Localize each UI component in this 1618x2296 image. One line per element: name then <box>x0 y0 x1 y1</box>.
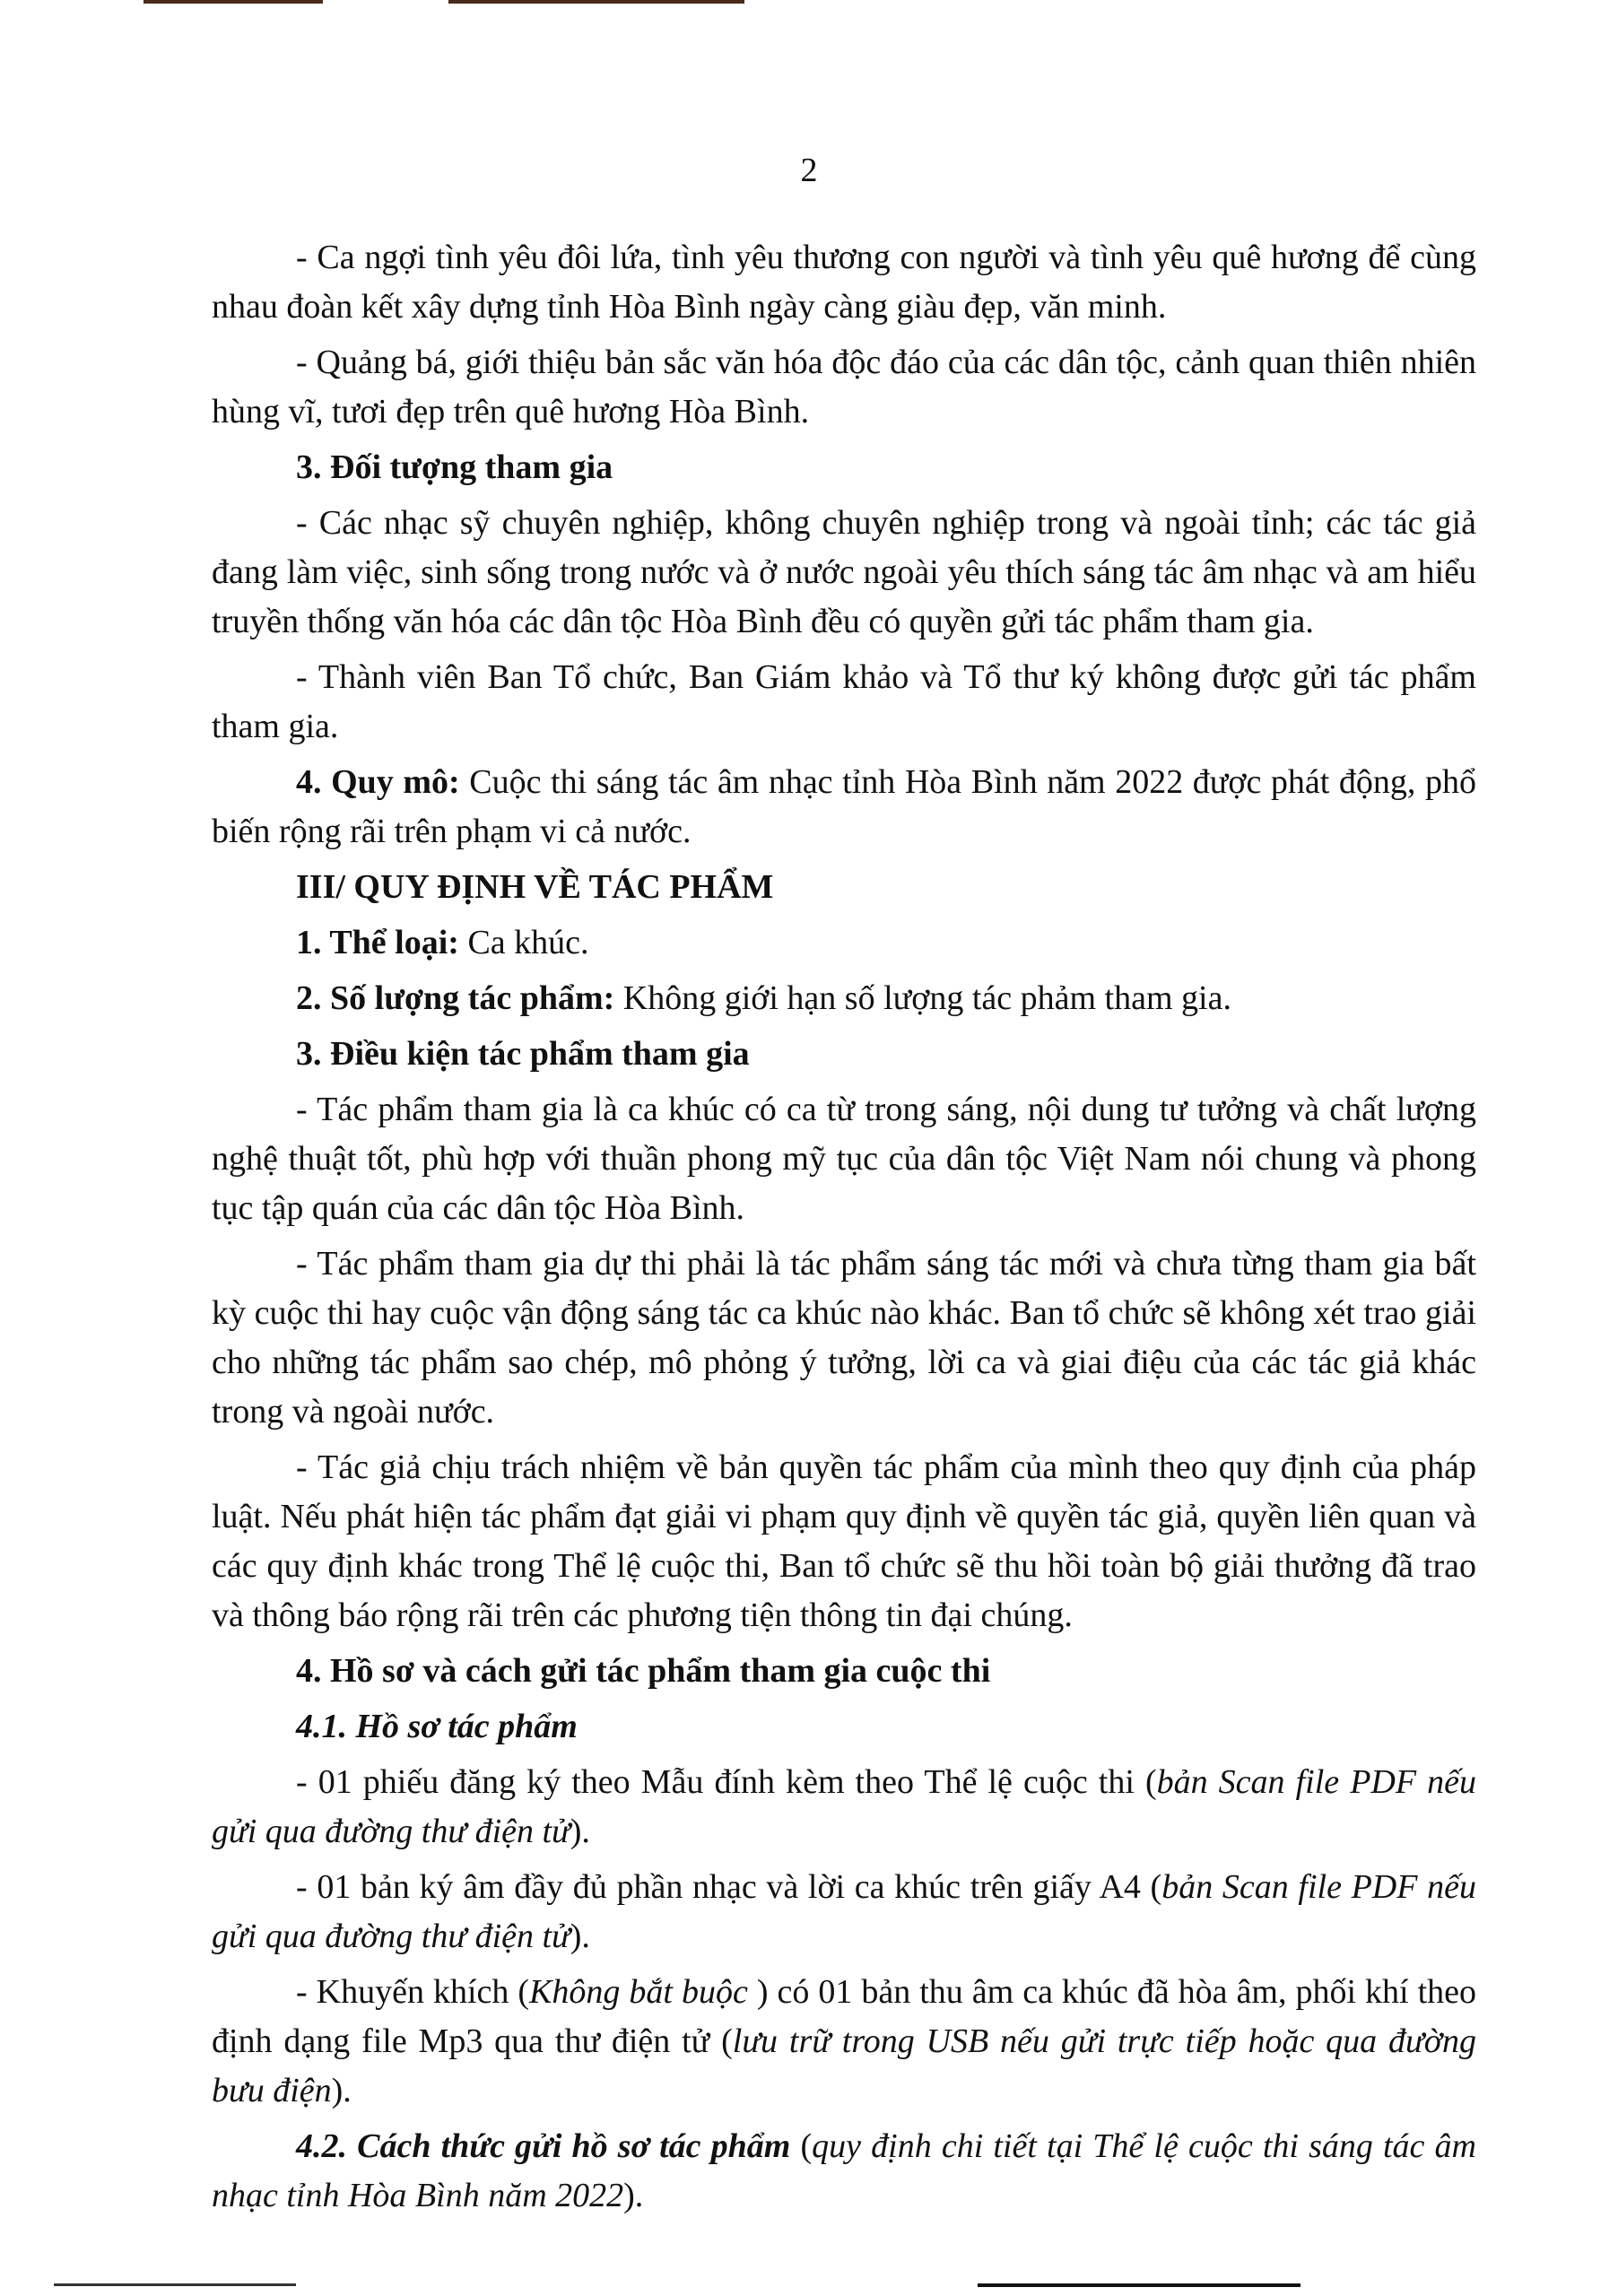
text-the-loai: Ca khúc. <box>458 924 589 961</box>
text-so-luong: Không giới hạn số lượng tác phảm tham gia. <box>614 979 1231 1017</box>
text: ) có 01 bản thu âm ca khúc đã hòa âm, phối khí theo định dạng file Mp3 qua thư điện tử ( <box>212 1973 1476 2060</box>
paragraph: - Tác phẩm tham gia dự thi phải là tác phẩm sáng tác mới và chưa từng tham gia bất kỳ cuộc thi hay cuộc vận động sáng tác ca khúc nào khác. Ban tổ chức sẽ không xét trao giải cho những tác phẩm sao chép, mô phỏng ý tưởng, lời ca và giai điệu của các tác giả khác trong và ngoài nước. <box>212 1245 1476 1431</box>
text: ). <box>570 1813 590 1850</box>
page-number: 2 <box>800 152 818 189</box>
heading-4-1: 4.1. Hồ sơ tác phẩm <box>296 1708 578 1745</box>
text: - 01 bản ký âm đầy đủ phần nhạc và lời ca khúc trên giấy A4 ( <box>296 1868 1162 1906</box>
paragraph: - Thành viên Ban Tổ chức, Ban Giám khảo và Tổ thư ký không được gửi tác phẩm tham gia. <box>212 658 1476 745</box>
text: - 01 phiếu đăng ký theo Mẫu đính kèm theo Thể lệ cuộc thi ( <box>296 1763 1157 1801</box>
document-body <box>212 233 1476 2227</box>
text: ( <box>790 2127 813 2165</box>
label-the-loai: 1. Thể loại: <box>296 924 459 961</box>
scan-edge-mark <box>978 2283 1300 2287</box>
paragraph: - Tác giả chịu trách nhiệm về bản quyền tác phẩm của mình theo quy định của pháp luật. Nếu phát hiện tác phẩm đạt giải vi phạm quy định về quyền tác giả, quyền liên quan và các quy định khác trong Thể lệ cuộc thi, Ban tổ chức sẽ thu hồi toàn bộ giải thưởng đã trao và thông báo rộng rãi trên các phương tiện thông tin đại chúng. <box>212 1448 1476 1634</box>
section-heading-iii: III/ QUY ĐỊNH VỀ TÁC PHẨM <box>296 868 774 906</box>
heading-4-2: 4.2. Cách thức gửi hồ sơ tác phẩm <box>296 2127 791 2165</box>
text: ). <box>331 2072 352 2109</box>
paragraph-ban-ky-am <box>212 1863 1476 1961</box>
text: ). <box>623 2177 644 2214</box>
italic-note: bản Scan file PDF nếu gửi qua đường thư điện tử <box>212 1763 1476 1850</box>
paragraph: - Tác phẩm tham gia là ca khúc có ca từ trong sáng, nội dung tư tưởng và chất lượng nghệ thuật tốt, phù hợp với thuần phong mỹ tục của dân tộc Việt Nam nói chung và phong tục tập quán của các dân tộc Hòa Bình. <box>212 1091 1476 1227</box>
paragraph-quy-mo <box>212 758 1476 857</box>
paragraph: - Ca ngợi tình yêu đôi lứa, tình yêu thương con người và tình yêu quê hương để cùng nhau đoàn kết xây dựng tỉnh Hòa Bình ngày càng giàu đẹp, văn minh. <box>212 239 1476 326</box>
paragraph: - Quảng bá, giới thiệu bản sắc văn hóa độc đáo của các dân tộc, cảnh quan thiên nhiên hùng vĩ, tươi đẹp trên quê hương Hòa Bình. <box>212 344 1476 430</box>
italic-note: lưu trữ trong USB nếu gửi trực tiếp hoặc qua đường bưu điện <box>212 2022 1476 2109</box>
heading-ho-so: 4. Hồ sơ và cách gửi tác phẩm tham gia cuộc thi <box>296 1652 991 1690</box>
heading-doi-tuong: 3. Đối tượng tham gia <box>296 448 613 486</box>
paragraph-khuyen-khich <box>212 1968 1476 2116</box>
paragraph-4-2 <box>212 2122 1476 2221</box>
italic-note: quy định chi tiết tại Thể lệ cuộc thi sáng tác âm nhạc tỉnh Hòa Bình năm 2022 <box>212 2127 1476 2214</box>
heading-dieu-kien: 3. Điều kiện tác phẩm tham gia <box>296 1035 750 1073</box>
paragraph-so-luong <box>212 974 1476 1023</box>
text: ). <box>570 1918 590 1955</box>
label-so-luong: 2. Số lượng tác phẩm: <box>296 979 615 1017</box>
italic-note: Không bắt buộc <box>529 1973 748 2011</box>
paragraph: - Các nhạc sỹ chuyên nghiệp, không chuyên nghiệp trong và ngoài tỉnh; các tác giả đang làm việc, sinh sống trong nước và ở nước ngoài yêu thích sáng tác âm nhạc và am hiểu truyền thống văn hóa các dân tộc Hòa Bình đều có quyền gửi tác phẩm tham gia. <box>212 504 1476 640</box>
text: - Khuyến khích ( <box>296 1973 530 2011</box>
italic-note: bản Scan file PDF nếu gửi qua đường thư điện tử <box>212 1868 1476 1955</box>
label-quy-mo: 4. Quy mô: <box>296 763 460 801</box>
paragraph-phieu-dang-ky <box>212 1758 1476 1857</box>
scan-edge-mark <box>144 0 323 4</box>
text-quy-mo: Cuộc thi sáng tác âm nhạc tỉnh Hòa Bình năm 2022 được phát động, phổ biến rộng rãi trên phạm vi cả nước. <box>212 763 1476 850</box>
scan-edge-mark <box>54 2283 296 2286</box>
paragraph-the-loai <box>212 918 1476 968</box>
scan-edge-mark <box>448 0 744 4</box>
